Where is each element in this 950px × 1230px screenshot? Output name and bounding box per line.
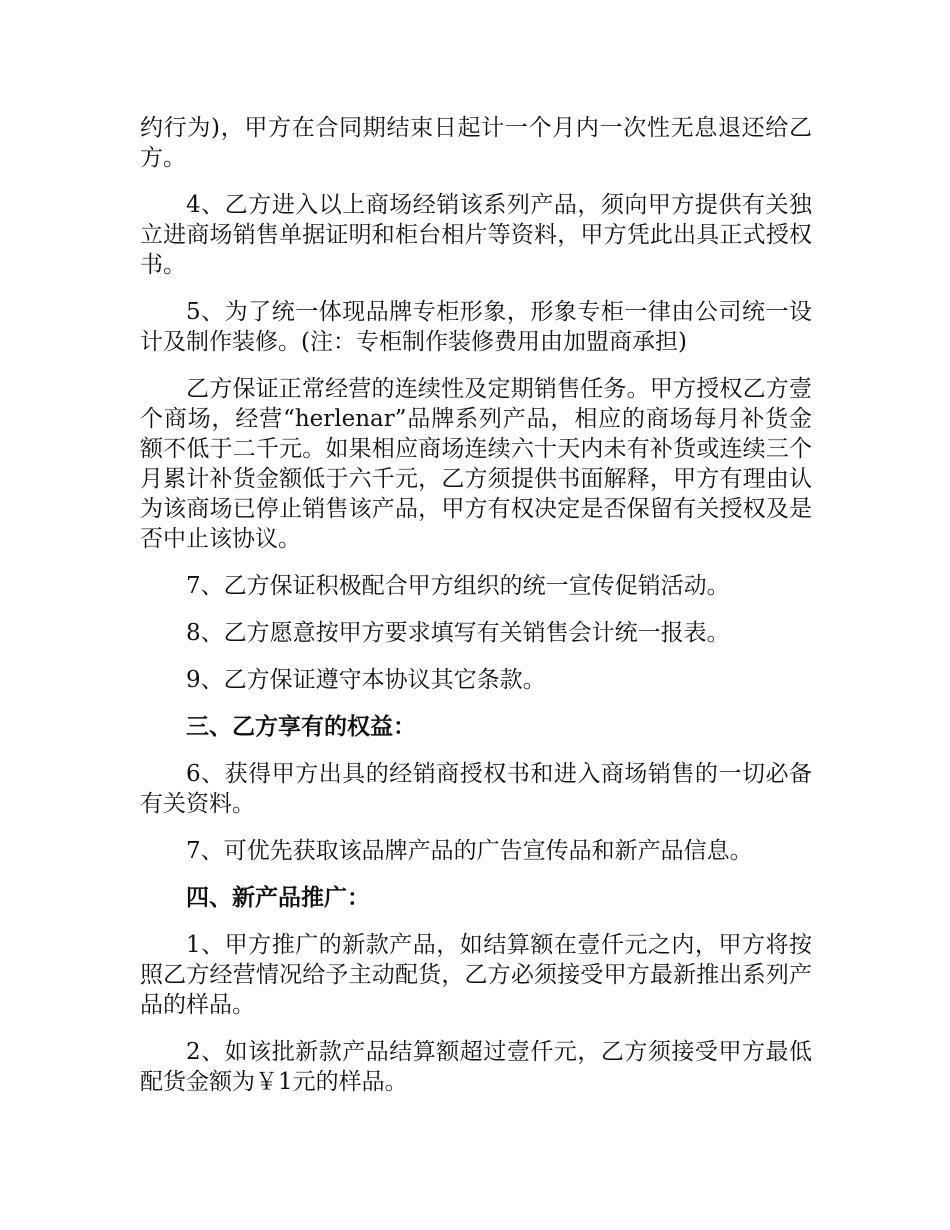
paragraph-continuation: 约行为)，甲方在合同期结束日起计一个月内一次性无息退还给乙方。 — [140, 115, 812, 171]
section-heading-new-products: 四、新产品推广： — [186, 884, 370, 911]
paragraph-item-4: 4、乙方进入以上商场经销该系列产品，须向甲方提供有关独立进商场销售单据证明和柜台相片等资料，甲方凭此出具正式授权书。 — [140, 192, 812, 278]
paragraph-rights-6: 6、获得甲方出具的经销商授权书和进入商场销售的一切必备有关资料。 — [140, 761, 812, 817]
section-heading-rights: 三、乙方享有的权益： — [186, 713, 416, 740]
paragraph-new-product-2: 2、如该批新款产品结算额超过壹仟元，乙方须接受甲方最低配货金额为￥1元的样品。 — [140, 1039, 812, 1095]
paragraph-sales-obligation: 乙方保证正常经营的连续性及定期销售任务。甲方授权乙方壹个商场，经营“herlenar”品牌系列产品，相应的商场每月补货金额不低于二千元。如果相应商场连续六十天内未有补货或连续三个月累计补货金额低于六千元，乙方须提供书面解释，甲方有理由认为该商场已停止销售该产品，甲方有权决定是否保留有关授权及是否中止该协议。 — [140, 376, 812, 552]
paragraph-item-7: 7、乙方保证积极配合甲方组织的统一宣传促销活动。 — [186, 573, 730, 599]
paragraph-item-8: 8、乙方愿意按甲方要求填写有关销售会计统一报表。 — [186, 620, 730, 646]
paragraph-item-9: 9、乙方保证遵守本协议其它条款。 — [186, 667, 546, 693]
paragraph-new-product-1: 1、甲方推广的新款产品，如结算额在壹仟元之内，甲方将按照乙方经营情况给予主动配货，乙方必须接受甲方最新推出系列产品的样品。 — [140, 932, 812, 1018]
document-body — [140, 113, 812, 1114]
paragraph-item-5: 5、为了统一体现品牌专柜形象，形象专柜一律由公司统一设计及制作装修。(注：专柜制作装修费用由加盟商承担) — [140, 299, 812, 355]
paragraph-rights-7: 7、可优先获取该品牌产品的广告宣传品和新产品信息。 — [186, 838, 753, 864]
